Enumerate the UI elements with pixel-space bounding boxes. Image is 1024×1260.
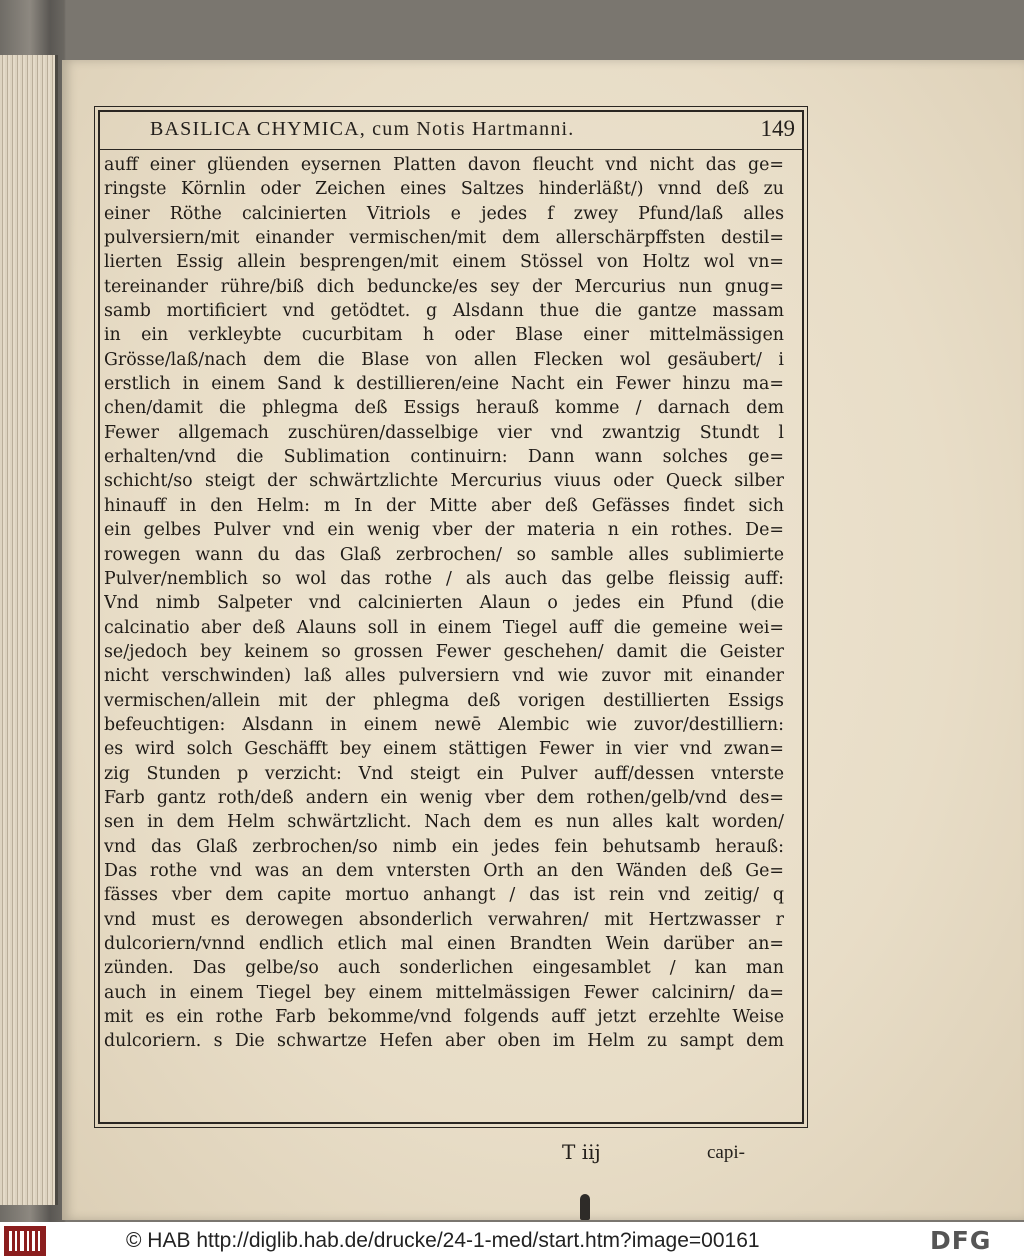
text-line: ringste Körnlin oder Zeichen eines Saltzes hinderläßt/) vnnd deß zu [104,179,784,200]
footer-bar [0,1222,1024,1260]
text-line: Das rothe vnd was an dem vntersten Orth an den Wänden deß Ge= [104,860,784,881]
text-line: auch in einem Tiegel bey einem mittelmässigen Fewer calcinirn/ da= [104,982,784,1003]
text-line: Pulver/nemblich so wol das rothe / als auch das gelbe fleissig auff: [104,568,784,589]
text-line: lierten Essig allein besprengen/mit einem Stössel von Holtz wol vn= [104,252,784,273]
text-line: befeuchtigen: Alsdann in einem newē Alembic wie zuvor/destilliern: [104,714,784,735]
paper-tear [580,1194,590,1220]
text-line: erstlich in einem Sand k destillieren/eine Nacht ein Fewer hinzu ma= [104,374,784,395]
text-line: Fewer allgemach zuschüren/dasselbige vier vnd zwantzig Stundt l [104,422,784,443]
text-line: Grösse/laß/nach dem die Blase von allen Flecken wol gesäubert/ i [104,349,784,370]
text-line: auff einer glüenden eysernen Platten davon fleucht vnd nicht das ge= [104,155,784,175]
text-line: pulversiern/mit einander vermischen/mit dem allerschärpffsten destil= [104,228,784,249]
page-number: 149 [760,116,795,141]
text-line: sen in dem Helm schwärtzlicht. Nach dem es nun alles kalt worden/ [104,812,784,833]
text-line: Farb gantz roth/deß andern ein wenig vber dem rothen/gelb/vnd des= [104,787,784,808]
text-line: vermischen/allein mit der phlegma deß vorigen destillierten Essigs [104,690,784,711]
text-line: vnd must es derowegen absonderlich verwahren/ mit Hertzwasser r [104,909,784,930]
dfg-logo: DFG [930,1226,992,1255]
header-rule [100,149,802,150]
text-line: dulcoriern. s Die schwartze Hefen aber oben im Helm zu sampt dem [104,1031,784,1052]
text-line: in ein verkleybte cucurbitam h oder Blase einer mittelmässigen [104,325,784,346]
text-frame [98,110,804,1124]
running-head: BASILICA CHYMICA, cum Notis Hartmanni. [150,118,575,140]
text-line: zünden. Das gelbe/so auch sonderlichen eingesamblet / kan man [104,958,784,979]
body-text [104,153,784,1054]
text-line: erhalten/vnd die Sublimation continuirn: Dann wann solches ge= [104,447,784,468]
text-line: dulcoriern/vnnd endlich etlich mal einen Brandten Wein darüber an= [104,934,784,954]
text-line: vnd das Glaß zerbrochen/so nimb ein jedes fein behutsamb herauß: [104,836,784,857]
text-line: calcinatio aber deß Alauns soll in einem Tiegel auff die gemeine wei= [104,617,784,638]
signature-mark: T iij [562,1140,601,1164]
text-line: schicht/so steigt der schwärtzlichte Mercurius viuus oder Queck silber [104,471,784,492]
text-line: zig Stunden p verzicht: Vnd steigt ein Pulver auff/dessen vnterste [104,763,784,784]
text-line: fässes vber dem capite mortuo anhangt / das ist rein vnd zeitig/ q [104,885,784,906]
text-line: hinauff in den Helm: m In der Mitte aber deß Gefässes findet sich [104,495,784,516]
text-line: ein gelbes Pulver vnd ein wenig vber der materia n ein rothes. De= [104,520,784,541]
text-line: tereinander rühre/biß dich beduncke/es sey der Mercurius nun gnug= [104,276,784,297]
text-line: se/jedoch bey keinem so grossen Fewer geschehen/ damit die Geister [104,641,784,662]
text-line: Vnd nimb Salpeter vnd calcinierten Alaun o jedes ein Pfund (die [104,593,784,614]
copyright-link[interactable]: © HAB http://diglib.hab.de/drucke/24-1-med/start.htm?image=00161 [126,1229,760,1252]
text-line: samb mortificiert vnd getödtet. g Alsdann thue die gantze massam [104,301,784,322]
text-line: es wird solch Geschäfft bey einem stättigen Fewer in vier vnd zwan= [104,739,784,760]
book-page [62,60,1024,1220]
text-line: einer Röthe calcinierten Vitriols e jedes f zwey Pfund/laß alles [104,203,784,224]
text-line: mit es ein rothe Farb bekomme/vnd folgends auff jetzt erzehlte Weise [104,1007,784,1028]
previous-pages-edge [0,55,58,1205]
text-line: nicht verschwinden) laß alles pulversiern vnd wie zuvor mit einander [104,666,784,687]
text-line: rowegen wann du das Glaß zerbrochen/ so samble alles sublimierte [104,544,784,565]
library-barcode-icon [4,1226,46,1256]
text-line: chen/damit die phlegma deß Essigs herauß komme / darnach dem [104,398,784,419]
catchword: capi- [707,1142,745,1163]
